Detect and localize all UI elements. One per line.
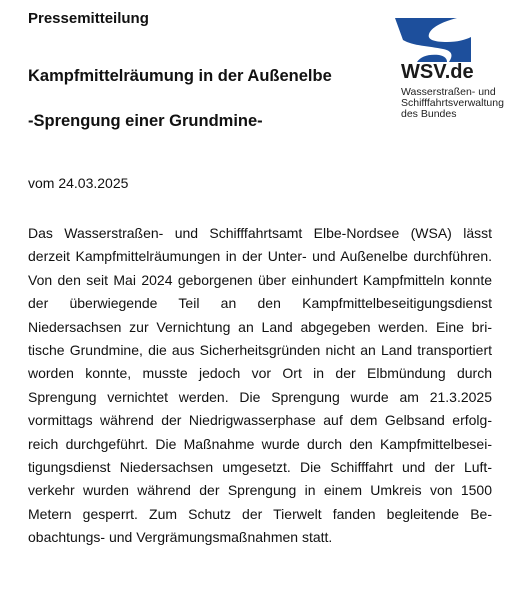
logo-description-line: des Bundes	[401, 108, 457, 120]
wsv-logo	[395, 18, 515, 120]
document-type-label: Pressemitteilung	[28, 10, 149, 27]
logo-description-line: Wasserstraßen- und	[401, 86, 496, 98]
logo-description-line: Schifffahrtsverwaltung	[401, 97, 504, 109]
press-release-body: Das Wasserstraßen- und Schifffahrtsamt Elbe-Nordsee (WSA) lässt derzeit Kampfmittelräumungen in der Unter- und Außenelbe durchführen. Von den seit Mai 2024 geborgenen über einhundert Kampfmitteln konnte der überwiegende Teil an den Kampfmittelbeseitigungsdienst Niedersachsen zur Vernichtung an Land abgegeben werden. Eine britische Grundmine, die aus Sicherheitsgründen nicht an Land transportiert worden konnte, musste jedoch vor Ort in der Elbmündung durch Sprengung vernichtet werden. Die Sprengung wurde am 21.3.2025 vormittags während der Niedrigwasserphase auf dem Gelbsand erfolgreich durchgeführt. Die Maßnahme wurde durch den Kampfmittelbeseitigungsdienst Niedersachsen umgesetzt. Die Schifffahrt und der Luftverkehr wurden während der Sprengung in einem Umkreis von 1500 Metern gesperrt. Zum Schutz der Tierwelt fanden begleitende Beobachtungs- und Vergrämungsmaßnahmen statt.	[28, 225, 492, 546]
logo-wordmark: WSV.de	[401, 61, 474, 83]
logo-description	[401, 87, 516, 120]
press-release-subtitle: -Sprengung einer Grundmine-	[28, 112, 263, 130]
press-release-title: Kampfmittelräumung in der Außenelbe	[28, 67, 332, 85]
wsv-logo-icon	[395, 18, 471, 62]
release-date: vom 24.03.2025	[28, 175, 129, 191]
